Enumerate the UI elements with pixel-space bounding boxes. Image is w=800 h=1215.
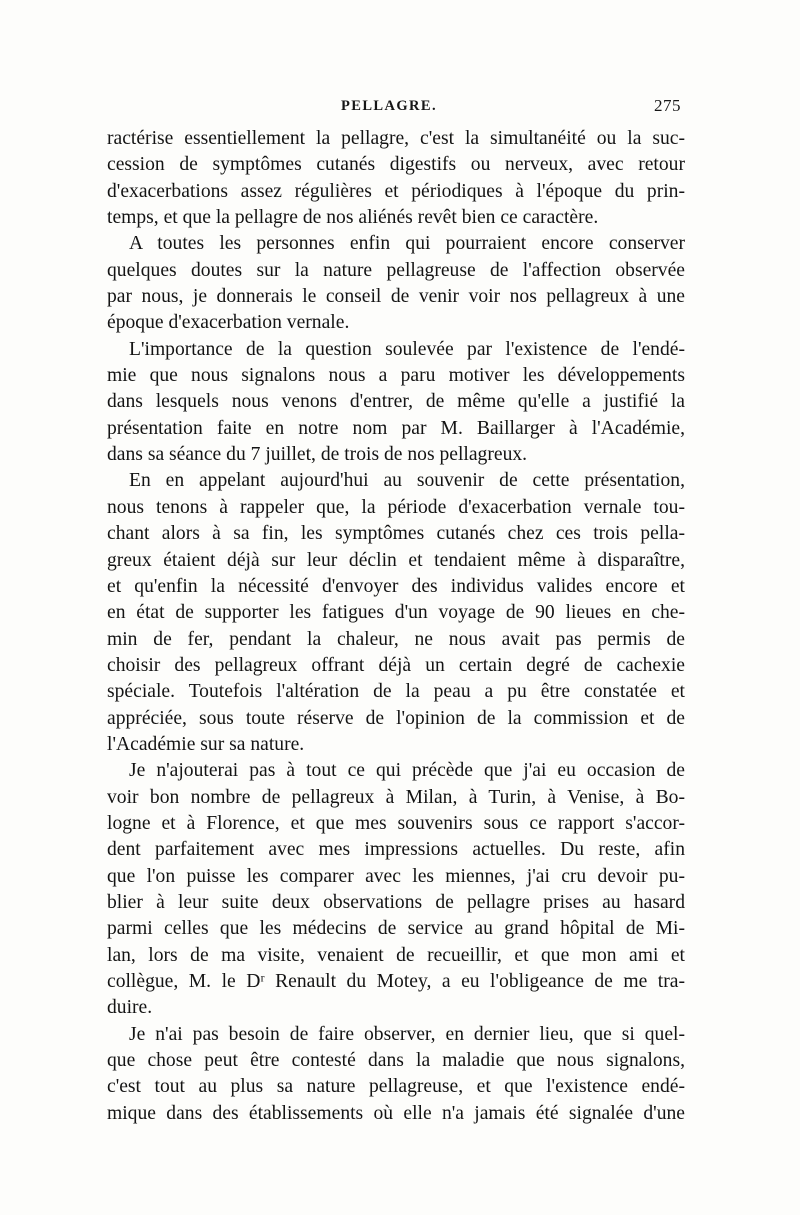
text-line: ractérise essentiellement la pellagre, c'est la simultanéité ou la suc- — [107, 128, 685, 149]
text-line: Je n'ajouterai pas à tout ce qui précède que j'ai eu occasion de — [129, 760, 685, 782]
text-line: cession de symptômes cutanés digestifs ou nerveux, avec retour — [107, 154, 685, 176]
body-text — [107, 126, 685, 1127]
text-line: En en appelant aujourd'hui au souvenir de cette présentation, — [129, 470, 685, 492]
text-line: L'importance de la question soulevée par l'existence de l'endé- — [129, 338, 685, 360]
text-line: lan, lors de ma visite, venaient de recueillir, et que mon ami et — [107, 944, 685, 966]
text-line: spéciale. Toutefois l'altération de la peau a pu être constatée et — [107, 681, 685, 703]
text-line: mique dans des établissements où elle n'a jamais été signalée d'une — [107, 1102, 685, 1124]
text-line: en état de supporter les fatigues d'un voyage de 90 lieues en che- — [107, 602, 685, 624]
running-title: PELLAGRE. — [341, 98, 437, 114]
text-line: Je n'ai pas besoin de faire observer, en dernier lieu, que si quel- — [129, 1023, 685, 1045]
text-line: chant alors à sa fin, les symptômes cutanés chez ces trois pella- — [107, 523, 685, 545]
text-line: dans lesquels nous venons d'entrer, de même qu'elle a justifié la — [107, 391, 685, 413]
page-header — [107, 96, 685, 122]
text-line: présentation faite en notre nom par M. Baillarger à l'Académie, — [107, 417, 685, 439]
text-line: duire. — [107, 997, 153, 1019]
page-number: 275 — [654, 96, 681, 115]
text-line: l'Académie sur sa nature. — [107, 733, 305, 755]
text-line: par nous, je donnerais le conseil de venir voir nos pellagreux à une — [107, 286, 685, 308]
text-line: quelques doutes sur la nature pellagreuse de l'affection observée — [107, 259, 685, 281]
text-line: min de fer, pendant la chaleur, ne nous avait pas permis de — [107, 628, 685, 650]
text-line: appréciée, sous toute réserve de l'opinion de la commission et de — [107, 707, 685, 729]
text-line: mie que nous signalons nous a paru motiver les développements — [107, 365, 685, 387]
text-line: greux étaient déjà sur leur déclin et tendaient même à disparaître, — [107, 549, 685, 571]
text-line: nous tenons à rappeler que, la période d'exacerbation vernale tou- — [107, 496, 685, 518]
text-line: logne et à Florence, et que mes souvenirs sous ce rapport s'accor- — [107, 812, 685, 834]
text-line: que l'on puisse les comparer avec les miennes, j'ai cru devoir pu- — [107, 865, 685, 887]
text-line: parmi celles que les médecins de service au grand hôpital de Mi- — [107, 918, 685, 940]
text-line: blier à leur suite deux observations de pellagre prises au hasard — [107, 891, 685, 913]
text-line: dent parfaitement avec mes impressions actuelles. Du reste, afin — [107, 839, 685, 861]
text-line: d'exacerbations assez régulières et périodiques à l'époque du prin- — [107, 180, 685, 202]
text-line: A toutes les personnes enfin qui pourraient encore conserver — [129, 233, 685, 255]
text-line: choisir des pellagreux offrant déjà un certain degré de cachexie — [107, 654, 685, 676]
text-line: voir bon nombre de pellagreux à Milan, à Turin, à Venise, à Bo- — [107, 786, 685, 808]
text-line: collègue, M. le Dʳ Renault du Motey, a eu l'obligeance de me tra- — [107, 971, 685, 992]
text-line: temps, et que la pellagre de nos aliénés revêt bien ce caractère. — [107, 207, 599, 229]
text-line: c'est tout au plus sa nature pellagreuse, et que l'existence endé- — [107, 1076, 685, 1098]
text-line: et qu'enfin la nécessité d'envoyer des individus valides encore et — [107, 575, 685, 597]
text-line: époque d'exacerbation vernale. — [107, 312, 350, 334]
text-line: dans sa séance du 7 juillet, de trois de nos pellagreux. — [107, 444, 528, 466]
text-line: que chose peut être contesté dans la maladie que nous signalons, — [107, 1050, 685, 1072]
